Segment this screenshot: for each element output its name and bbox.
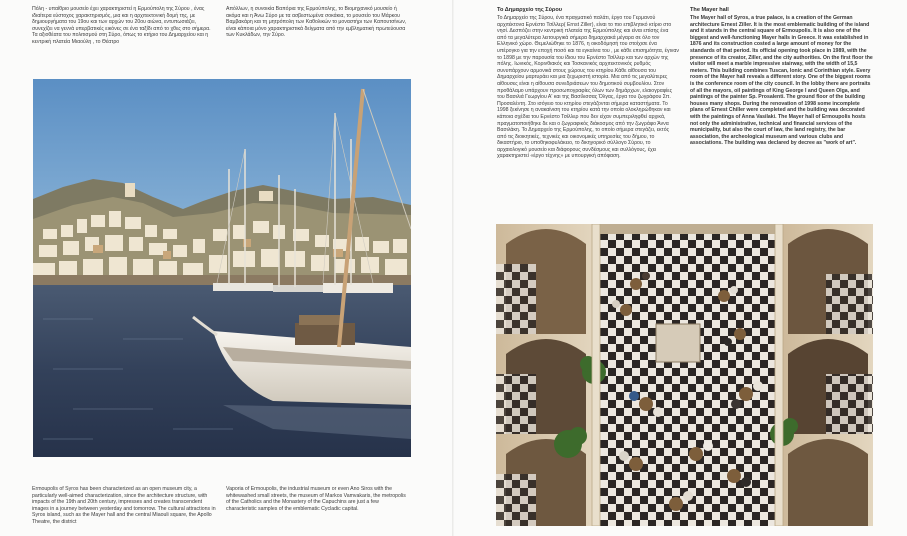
- english-body: The Mayer hall of Syros, a true palace, is a creation of the German architecture Ernest Ziller. It is the most emblematic building of the island and it stands in the central square of Ermoupolis. It is also one of the biggest and well-functioning Mayer halls in Greece. It was established in 1876 and its construction costed a large amount of money for the standards of that period. Its official opening took place in 1989, with the presence of its creator, Ziller, and the city authorities. On the first floor the visitor will meet a marble impressive stairway, with the width of 15,5 meters. This building combines Tuscan, Ionic and Corinthian style. Every room of the Mayer hall reveals a different story. One of the biggest rooms is the conference room of the city council. In the lobby there are portraits of all the mayors, oil paintings of King George I and Queen Olga, and paintings of the painter Sp. Prosalenti. The ground floor of the building houses many shops. During the renovation of 1998 some incomplete plans of Ernest Chiller were completed and the building was decorated with the paintings of Anna Vasilaki. The Mayer hall of Ermoupolis hosts not only the administrative, technical and financial services of the municipality, but also the court of law, the land registry, the bar association, the archeological museum and various clubs and associations. The building was declared by decree as "work of art".: [690, 15, 873, 147]
- greek-intro-col1: Πόλη - υπαίθριο μουσείο έχει χαρακτηριστεί η Ερμούπολη της Σύρου , ένας ιδιαίτερα εύστοχος χαρακτηρισμός, μια και η αρχιτεκτονική δομή της, με δημιουργήματα του 19ου και των αρχών του 20ου αιώνα, εντυπωσιάζει, συνεχίζει να γεννά υπερβατικές εικόνες σε ένα ταξίδι από το χθες στο σήμερα. Τα αξιοθέατα του πολιτισμού στη Σύρο, όπως το κτήριο του Δημαρχείου και η κεντρική πλατεία Μιαούλη , το Θέατρο: [32, 6, 211, 45]
- right-page: [454, 0, 907, 536]
- greek-body: Το Δημαρχείο της Σύρου, ένα πραγματικό παλάτι, έργο του Γερμανού αρχιτέκτονα Ερνέστο Τσίλλερ( Ernst Ziller), είναι το πιο επιβλητικό κτίριο στο νησί. Δεσπόζει στην κεντρική πλατεία της Ερμούπολης και είναι επίσης ένα από τα μεγαλύτερα λειτουργικά σήμερα δημαρχιακά μέγαρα σε όλο τον Ελληνικό χώρο. Θεμελιώθηκε το 1876, η οικοδόμησή του στοίχισε ένα υπέρογκο για την εποχή ποσό και τα εγκαίνια του , με κάθε επισημότητα, έγιναν το 1898 με την παρουσία του ίδιου του Ερνέστο Τσίλλερ και των αρχών της πόλης. Ιωνικός, Κορινθιακός και Τοσκανικός αρχιτεκτονικός ρυθμός συνυπάρχουν αρμονικά στους χώρους του κτηρίου.Κάθε αίθουσα του Δημαρχείου μαρτυράει και μια ξεχωριστή ιστορία. Μια από τις μεγαλύτερες αίθουσες είναι η αίθουσα συνεδριάσεων του δημοτικού συμβουλίου. Στον προθάλαμο υπάρχουν προσωπογραφίες όλων των δημάρχων, ελαιογραφίες του Βασιλιά Γεωργίου Α' και της Βασίλισσας Όλγας, έργα του ζωγράφου Σπ. Προσαλέντη. Στο ισόγειο του κτηρίου στεγάζονται σήμερα καταστήματα. Το 1998 ξεκίνησε η ανακαίνιση του κτηρίου κατά την οποία ολοκληρώθηκαν και κάποια σχέδια του Ερνέστο Τσίλλερ που δεν είχαν συμπεριληφθεί αρχικά, πραγματοποιήθηκε δε και ο ζωγραφικός διάκοσμος από την ζωγράφο Άννα Βασιλάκη. Το Δημαρχείο της Ερμούπολης, το οποίο σήμερα στεγάζει, εκτός από τις διοικητικές, τεχνικές και οικονομικές υπηρεσίες του δήμου, το δικαστήριο, το υποθηκοφυλάκειο, το δικηγορικό σύλλογο Σύρου, το αρχαιολογικό μουσείο και διάφορους συνδέσμους και συλλόγους, έχει χαρακτηριστεί «έργο τέχνης» με υπουργική απόφαση.: [497, 15, 679, 160]
- harbor-photo-graphic: [33, 79, 411, 457]
- english-intro-col1: Ermoupolis of Syros has been characterized as an open museum city, a particularly well-aimed characterization, since the architecture structure, with impacts of the 19th and 20th century, impresses and creates transcendent images in a journey between yesterday and tomorrow. The cultural attractions in Syros island, such as the Mayer hall and the central Miaouli square, the Apollo Theatre, the district: [32, 486, 216, 525]
- greek-intro-col2: Απόλλων, η συνοικία Βαπόρια της Ερμούπολης, το Βιομηχανικό μουσείο ή ακόμα και η Άνω Σύρο με τα ασβεστωμένα σοκάκια, το μουσείο του Μάρκου Βαμβακάρη και τη μητρόπολη των Καθολικών το μοναστήρι των Καπουτσίνων, είναι κάποια μόνο χαρακτηριστικά δείγματα από την εμβληματική πρωτεύουσα των Κυκλάδων, την Σύρο.: [226, 6, 407, 39]
- town-hall-atrium-photo: [496, 224, 873, 526]
- harbor-photo: [33, 79, 411, 457]
- english-intro-col2: Vaporia of Ermoupolis, the industrial museum or even Ano Siros with the whitewashed small streets, the museum of Markos Vamvakaris, the metropolis of the Catholics and the Monastery of the Capuchins are just a few characteristic samples of the emblematic Cycladic capital.: [226, 486, 406, 512]
- greek-heading: Το Δημαρχείο της Σύρου: [497, 7, 563, 13]
- left-page: [0, 0, 453, 536]
- english-heading: The Mayer hall: [690, 7, 729, 13]
- atrium-photo-graphic: [496, 224, 873, 526]
